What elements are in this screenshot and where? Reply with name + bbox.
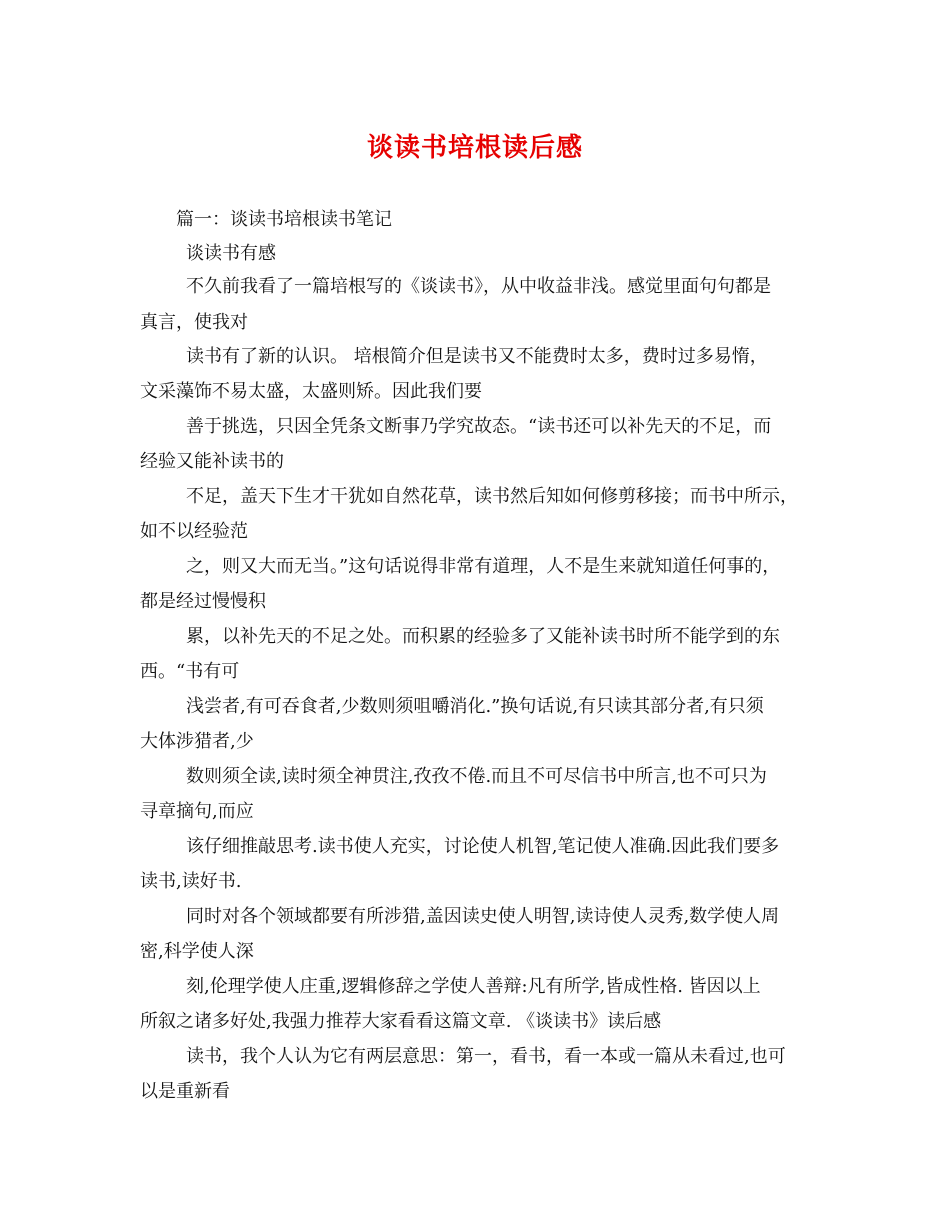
paragraph-line: 同时对各个领域都要有所涉猎,盖因读史使人明智,读诗使人灵秀,数学使人周 bbox=[186, 906, 780, 927]
paragraph-line: 如不以经验范 bbox=[140, 521, 248, 542]
paragraph-line: 累，以补先天的不足之处。而积累的经验多了又能补读书时所不能学到的东 bbox=[186, 626, 780, 647]
document-title: 谈读书培根读后感 bbox=[366, 133, 583, 163]
paragraph-line: 都是经过慢慢积 bbox=[140, 591, 266, 612]
paragraph-line: 所叙之诸多好处,我强力推荐大家看看这篇文章. 《谈读书》读后感 bbox=[140, 1011, 662, 1032]
paragraph-line: 该仔细推敲思考.读书使人充实，讨论使人机智,笔记使人准确.因此我们要多 bbox=[186, 836, 780, 857]
paragraph-line: 西。“书有可 bbox=[140, 661, 240, 682]
paragraph-line: 读书,读好书. bbox=[140, 871, 242, 892]
paragraph-line: 真言，使我对 bbox=[140, 312, 248, 333]
paragraph-line: 经验又能补读书的 bbox=[140, 451, 284, 472]
section-subheading: 谈读书有感 bbox=[186, 243, 276, 264]
paragraph-line: 之，则又大而无当。”这句话说得非常有道理，人不是生来就知道任何事的， bbox=[186, 556, 781, 577]
paragraph-line: 读书有了新的认识。 培根简介但是读书又不能费时太多，费时过多易惰， bbox=[186, 346, 768, 367]
paragraph-line: 不久前我看了一篇培根写的《谈读书》，从中收益非浅。感觉里面句句都是 bbox=[186, 276, 771, 297]
paragraph-line: 刻,伦理学使人庄重,逻辑修辞之学使人善辩:凡有所学,皆成性格. 皆因以上 bbox=[186, 976, 761, 997]
paragraph-line: 数则须全读,读时须全神贯注,孜孜不倦.而且不可尽信书中所言,也不可只为 bbox=[186, 766, 767, 787]
paragraph-line: 密,科学使人深 bbox=[140, 941, 254, 962]
section-heading: 篇一：谈读书培根读书笔记 bbox=[176, 209, 392, 230]
paragraph-line: 读书，我个人认为它有两层意思：第一，看书，看一本或一篇从未看过,也可 bbox=[186, 1046, 786, 1067]
paragraph-line: 以是重新看 bbox=[140, 1081, 230, 1102]
paragraph-line: 文采藻饰不易太盛，太盛则矫。因此我们要 bbox=[140, 381, 482, 402]
paragraph-line: 不足，盖天下生才干犹如自然花草，读书然后知如何修剪移接；而书中所示， bbox=[186, 486, 798, 507]
paragraph-line: 善于挑选，只因全凭条文断事乃学究故态。“读书还可以补先天的不足，而 bbox=[186, 416, 772, 437]
paragraph-line: 寻章摘句,而应 bbox=[140, 801, 254, 822]
paragraph-line: 大体涉猎者,少 bbox=[140, 731, 254, 752]
paragraph-line: 浅尝者,有可吞食者,少数则须咀嚼消化.”换句话说,有只读其部分者,有只须 bbox=[186, 696, 764, 717]
